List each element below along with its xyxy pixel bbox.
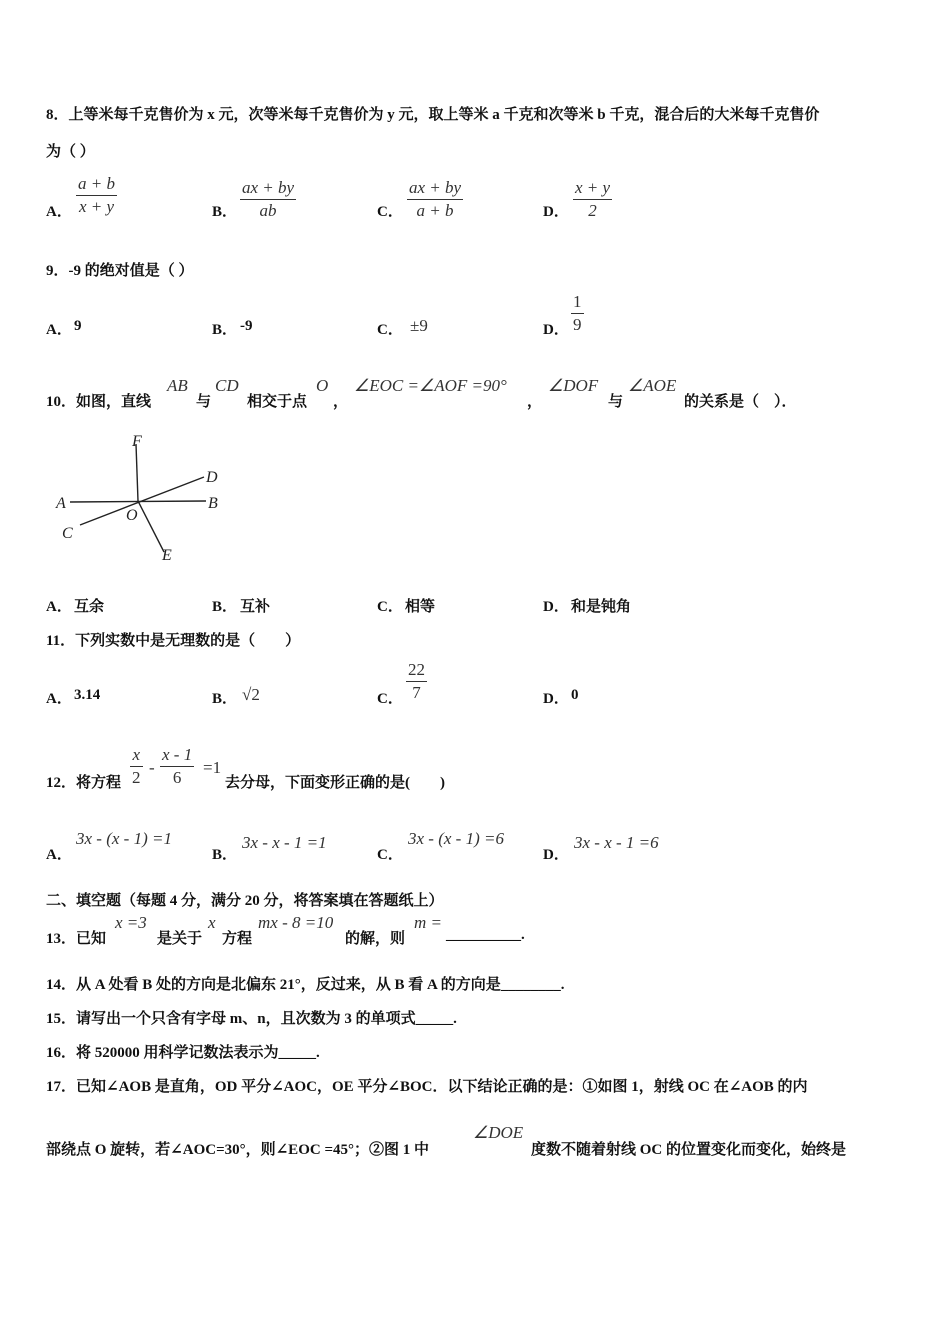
- q12-option-a-text: 3x - (x - 1) =1: [76, 829, 172, 848]
- q8-stem-line2: 为（ ）: [46, 144, 95, 160]
- q10-option-d-text: 和是钝角: [571, 599, 632, 615]
- q9-stem: 9．-9 的绝对值是（ ）: [46, 263, 194, 279]
- q12-minus: -: [149, 758, 155, 777]
- label-a: A: [56, 495, 66, 512]
- q8-option-b-letter: B．: [212, 204, 238, 220]
- q11-option-a-text: 3.14: [74, 687, 101, 703]
- q12-option-a-letter: A．: [46, 847, 72, 863]
- q8-option-a-letter: A．: [46, 204, 72, 220]
- q10-cd: CD: [215, 376, 239, 395]
- q8-stem-line1: 8．上等米每千克售价为 x 元，次等米每千克售价为 y 元，取上等米 a 千克和次等米 b 千克，混合后的大米每千克售价: [46, 107, 820, 123]
- q10-option-b-letter: B．: [212, 599, 238, 615]
- q10-option-c-text: 相等: [405, 599, 436, 615]
- q8-option-c-den: a + b: [416, 201, 454, 220]
- q11-option-d-letter: D．: [543, 691, 569, 707]
- q10-comma2: ，: [527, 394, 543, 410]
- q12-frac1-num: x: [132, 745, 141, 764]
- q12-frac2-num: x - 1: [162, 745, 193, 764]
- q8-option-c-num: ax + by: [409, 178, 462, 197]
- q9-option-d-fraction: [571, 292, 584, 335]
- q9-option-a-letter: A．: [46, 322, 72, 338]
- q13-x-eq: x =3: [115, 913, 147, 932]
- q10-option-a-letter: A．: [46, 599, 72, 615]
- q12-prefix: 12．将方程: [46, 775, 122, 791]
- q8-option-d-letter: D．: [543, 204, 569, 220]
- q11-option-b-letter: B．: [212, 691, 238, 707]
- q10-with2: 与: [608, 394, 624, 410]
- q8-option-a-den: x + y: [78, 197, 115, 216]
- q10-aoe: ∠AOE: [628, 376, 677, 395]
- q11-option-a-letter: A．: [46, 691, 72, 707]
- q10-suffix: 的关系是（ ）．: [684, 394, 797, 410]
- q10-figure: [46, 430, 236, 570]
- q12-eq: =1: [203, 758, 222, 777]
- q11-option-c-den: 7: [412, 683, 421, 702]
- section2-title: 二、填空题（每题 4 分，满分 20 分，将答案填在答题纸上）: [46, 893, 444, 909]
- q17-line2-b: 度数不随着射线 OC 的位置变化而变化，始终是: [531, 1142, 847, 1158]
- q10-comma1: ，: [333, 394, 349, 410]
- q9-option-c-letter: C．: [377, 322, 403, 338]
- q10-angles-eq: ∠EOC =∠AOF =90°: [354, 376, 507, 395]
- q10-option-b-text: 互补: [240, 599, 271, 615]
- q9-option-b-text: -9: [240, 318, 253, 334]
- q12-option-c-letter: C．: [377, 847, 403, 863]
- q13-x: x: [208, 913, 216, 932]
- q14-text: 14．从 A 处看 B 处的方向是北偏东 21°，反过来，从 B 看 A 的方向是________.: [46, 977, 565, 993]
- label-b: B: [208, 495, 218, 512]
- q12-frac2-den: 6: [172, 768, 182, 787]
- q12-option-b-letter: B．: [212, 847, 238, 863]
- q11-option-b-text: √2: [242, 685, 260, 704]
- q9-option-c-text: ±9: [410, 316, 428, 335]
- q10-intersect: 相交于点: [247, 394, 308, 410]
- q10-option-a-text: 互余: [74, 599, 105, 615]
- label-d: D: [206, 469, 218, 486]
- ray-of: [136, 444, 138, 501]
- label-e: E: [162, 547, 172, 564]
- q8-option-d-num: x + y: [575, 178, 611, 197]
- q8-option-a-num: a + b: [78, 174, 115, 193]
- q10-option-d-letter: D．: [543, 599, 569, 615]
- q11-option-c-fraction: [406, 660, 427, 703]
- q12-suffix: 去分母，下面变形正确的是( ): [225, 775, 445, 791]
- q13-prefix: 13．已知: [46, 931, 107, 947]
- q16-text: 16．将 520000 用科学记数法表示为_____.: [46, 1045, 320, 1061]
- q13-eq: mx - 8 =10: [258, 913, 334, 932]
- q8-option-a-fraction: [76, 174, 117, 217]
- q17-line1: 17．已知∠AOB 是直角，OD 平分∠AOC，OE 平分∠BOC．以下结论正确的是：①如图 1，射线 OC 在∠AOB 的内: [46, 1079, 808, 1095]
- q13-blank: __________.: [446, 927, 525, 943]
- q10-option-c-letter: C．: [377, 599, 403, 615]
- q12-option-d-letter: D．: [543, 847, 569, 863]
- q13-equation: 方程: [222, 931, 253, 947]
- q8-option-b-num: ax + by: [242, 178, 295, 197]
- q9-option-d-letter: D．: [543, 322, 569, 338]
- q12-frac1: [130, 745, 143, 788]
- ray-oe: [138, 501, 164, 552]
- label-c: C: [62, 525, 73, 542]
- q8-option-b-den: ab: [259, 201, 277, 220]
- q12-option-d-text: 3x - x - 1 =6: [574, 833, 659, 852]
- q8-option-c-fraction: [407, 178, 463, 221]
- label-o: O: [126, 507, 138, 524]
- q9-option-a-text: 9: [74, 318, 82, 334]
- q13-solution: 的解，则: [345, 931, 406, 947]
- q17-doe: ∠DOE: [473, 1123, 524, 1142]
- q9-option-b-letter: B．: [212, 322, 238, 338]
- q13-about: 是关于: [157, 931, 203, 947]
- q8-option-c-letter: C．: [377, 204, 403, 220]
- q10-dof: ∠DOF: [548, 376, 599, 395]
- q10-o: O: [316, 376, 329, 395]
- q8-option-d-fraction: [573, 178, 612, 221]
- q11-option-d-text: 0: [571, 687, 579, 703]
- q10-ab: AB: [167, 376, 188, 395]
- label-f: F: [132, 433, 142, 450]
- q11-stem: 11．下列实数中是无理数的是（ ）: [46, 633, 301, 649]
- q15-text: 15．请写出一个只含有字母 m、n，且次数为 3 的单项式_____.: [46, 1011, 457, 1027]
- q10-prefix: 10．如图，直线: [46, 394, 152, 410]
- q12-frac2: [160, 745, 194, 788]
- q8-option-d-den: 2: [588, 201, 597, 220]
- q11-option-c-letter: C．: [377, 691, 403, 707]
- q10-with1: 与: [196, 394, 212, 410]
- q11-option-c-num: 22: [408, 660, 425, 679]
- q13-m-eq: m =: [414, 913, 442, 932]
- q8-option-b-fraction: [240, 178, 296, 221]
- q12-frac1-den: 2: [132, 768, 141, 787]
- q9-option-d-den: 9: [573, 315, 582, 334]
- q17-line2-a: 部绕点 O 旋转，若∠AOC=30°，则∠EOC =45°；②图 1 中: [46, 1142, 429, 1158]
- q12-option-b-text: 3x - x - 1 =1: [242, 833, 327, 852]
- q12-option-c-text: 3x - (x - 1) =6: [408, 829, 504, 848]
- q9-option-d-num: 1: [573, 292, 582, 311]
